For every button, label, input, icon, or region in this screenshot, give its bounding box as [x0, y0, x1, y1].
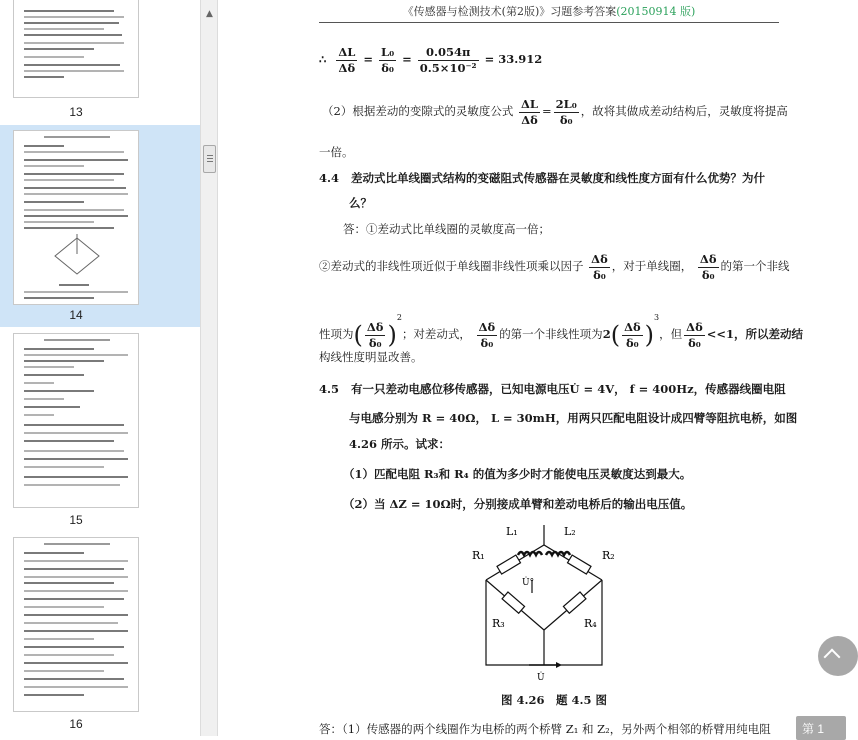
frac-den: Δδ — [521, 112, 538, 127]
frac-num: Δδ — [366, 319, 384, 334]
question-subpart: （1）匹配电阻 R₃和 R₄ 的值为多少时才能使电压灵敏度达到最大。 — [343, 467, 692, 481]
bridge-circuit-figure — [472, 525, 729, 685]
label-l1: L₁ — [506, 525, 518, 538]
text: ②差动式的非线性项近似于单线圈非线性项乘以因子 — [319, 259, 584, 273]
frac-num: Δδ — [478, 319, 496, 334]
thumbnail-item[interactable] — [0, 0, 200, 125]
thumbnail-figure — [49, 234, 105, 279]
text: ，故将其做成差动结构后，灵敏度将提高 — [580, 104, 788, 118]
thumbnail-item[interactable] — [0, 327, 200, 531]
label-source: U̇ — [537, 673, 545, 683]
paragraph-sensitivity — [322, 96, 788, 128]
text: 的第一个非线 — [720, 259, 790, 273]
label-r1: R₁ — [472, 549, 485, 562]
scroll-to-top-button[interactable] — [818, 636, 858, 676]
exponent: 2 — [396, 313, 402, 322]
label-r3: R₃ — [492, 617, 505, 630]
frac-num: Δδ — [624, 319, 641, 334]
label-output: U̇° — [522, 578, 535, 588]
thumbnail-page-number: 15 — [69, 513, 83, 527]
coefficient: 2 — [602, 327, 611, 341]
text-line: 一倍。 — [319, 145, 354, 159]
thumbnail-page-image[interactable] — [13, 333, 139, 508]
text-line: 构线性度明显改善。 — [319, 350, 423, 364]
sidebar-scrollbar[interactable] — [200, 0, 218, 736]
therefore-symbol: ∴ — [319, 52, 327, 66]
question-4-4 — [319, 168, 765, 188]
question-text: 差动式比单线圈式结构的变磁阻式传感器在灵敏度和线性度方面有什么优势？为什 — [351, 171, 766, 185]
frac-den: δ₀ — [480, 335, 494, 350]
frac-den: δ₀ — [381, 60, 394, 75]
question-number: 4.5 — [319, 382, 340, 396]
thumbnail-page-number: 14 — [69, 308, 83, 322]
question-text: 么？ — [349, 196, 372, 210]
thumbnail-page-number: 16 — [69, 717, 83, 731]
running-head — [319, 3, 779, 23]
frac-num: ΔL — [338, 44, 356, 59]
frac-num: 0.054π — [418, 45, 479, 61]
question-text: 有一只差动电感位移传感器，已知电源电压U̇ = 4V， f = 400Hz，传感器线圈电阻 — [351, 382, 786, 396]
document-viewport[interactable] — [219, 0, 837, 736]
question-number: 4.4 — [319, 171, 340, 185]
text: ，对于单线圈， — [611, 259, 693, 273]
frac-den: δ₀ — [626, 335, 639, 350]
label-r4: R₄ — [584, 617, 597, 630]
running-head-title: 《传感器与检测技术(第2版)》习题参考答案 — [402, 5, 617, 18]
question-4-5 — [319, 379, 786, 399]
question-subpart: （2）当 ΔZ = 10Ω时，分别接成单臂和差动电桥后的输出电压值。 — [343, 497, 693, 511]
running-head-version: (20150914 版) — [616, 5, 696, 18]
text: = — [542, 104, 552, 118]
frac-den: δ₀ — [368, 335, 382, 350]
answer-line — [319, 250, 790, 283]
thumbnail-page-number: 13 — [69, 105, 83, 119]
frac-num: ΔL — [520, 96, 538, 111]
frac-num: L₀ — [381, 44, 395, 59]
answer-text: 答：①差动式比单线圈的灵敏度高一倍； — [343, 222, 550, 236]
equation-value: = 33.912 — [484, 52, 543, 66]
text: 的第一个非线性项为 — [499, 327, 603, 341]
question-text: 4.26 所示。试求： — [349, 437, 451, 451]
frac-num: Δδ — [686, 319, 703, 334]
scrollbar-thumb[interactable] — [203, 145, 216, 173]
thumbnail-item-selected[interactable] — [0, 125, 200, 327]
frac-num: 2L₀ — [555, 96, 577, 111]
frac-den: 0.5×10⁻² — [419, 60, 477, 75]
thumbnail-item[interactable] — [0, 531, 200, 736]
figure-caption: 图 4.26 题 4.5 图 — [501, 693, 608, 707]
text: ，但 — [659, 327, 683, 341]
answer-line: 性项为( $\frac{\Delta\delta}{\text{δ₀}}$ )$^2$；对差动式， $\frac{\Delta\delta}{\text{δ₀}}$ 的第一个非线性项为2( $\frac{\Delta\delta}{\text{δ₀}}$ )$^3$，但 $\frac{\Delta\delta}{\text{δ₀}}$ <<1，所以差动结 — [319, 313, 804, 350]
text: （2）根据差动的变隙式的灵敏度公式 — [322, 104, 514, 118]
frac-den: δ₀ — [701, 267, 715, 282]
chevron-up-icon — [824, 649, 841, 666]
frac-den: Δδ — [338, 60, 356, 75]
equation-result: ∴ $\frac{\Delta L}{\Delta\delta}$ = $\frac{\text{L₀}}{\text{δ₀}}$ = $\frac{0.054\pi}{\text{0.5×10⁻²}}$ = 33.912 — [319, 44, 543, 75]
scroll-up-arrow-icon[interactable]: ▲ — [206, 9, 213, 19]
frac-den: δ₀ — [688, 335, 701, 350]
text: 性项为 — [319, 327, 354, 341]
frac-num: Δδ — [699, 251, 717, 266]
frac-num: Δδ — [591, 251, 608, 266]
page-indicator-badge[interactable]: 第 1 — [796, 716, 846, 740]
question-text: 与电感分别为 R = 40Ω， L = 30mH，用两只匹配电阻设计成四臂等阻抗电桥，如图 — [349, 411, 798, 425]
frac-den: δ₀ — [593, 267, 606, 282]
label-r2: R₂ — [602, 549, 615, 562]
text: ；对差动式， — [401, 327, 471, 341]
thumbnail-sidebar — [0, 0, 200, 736]
answer-text: 答：（1）传感器的两个线圈作为电桥的两个桥臂 Z₁ 和 Z₂，另外两个相邻的桥臂用纯电阻 — [319, 722, 771, 736]
thumbnail-page-image[interactable] — [13, 130, 139, 305]
label-l2: L₂ — [564, 525, 576, 538]
frac-den: δ₀ — [559, 112, 573, 127]
exponent: 3 — [654, 313, 660, 322]
text: <<1，所以差动结 — [706, 327, 804, 341]
thumbnail-page-image[interactable] — [13, 0, 139, 98]
thumbnail-page-image[interactable] — [13, 537, 139, 712]
